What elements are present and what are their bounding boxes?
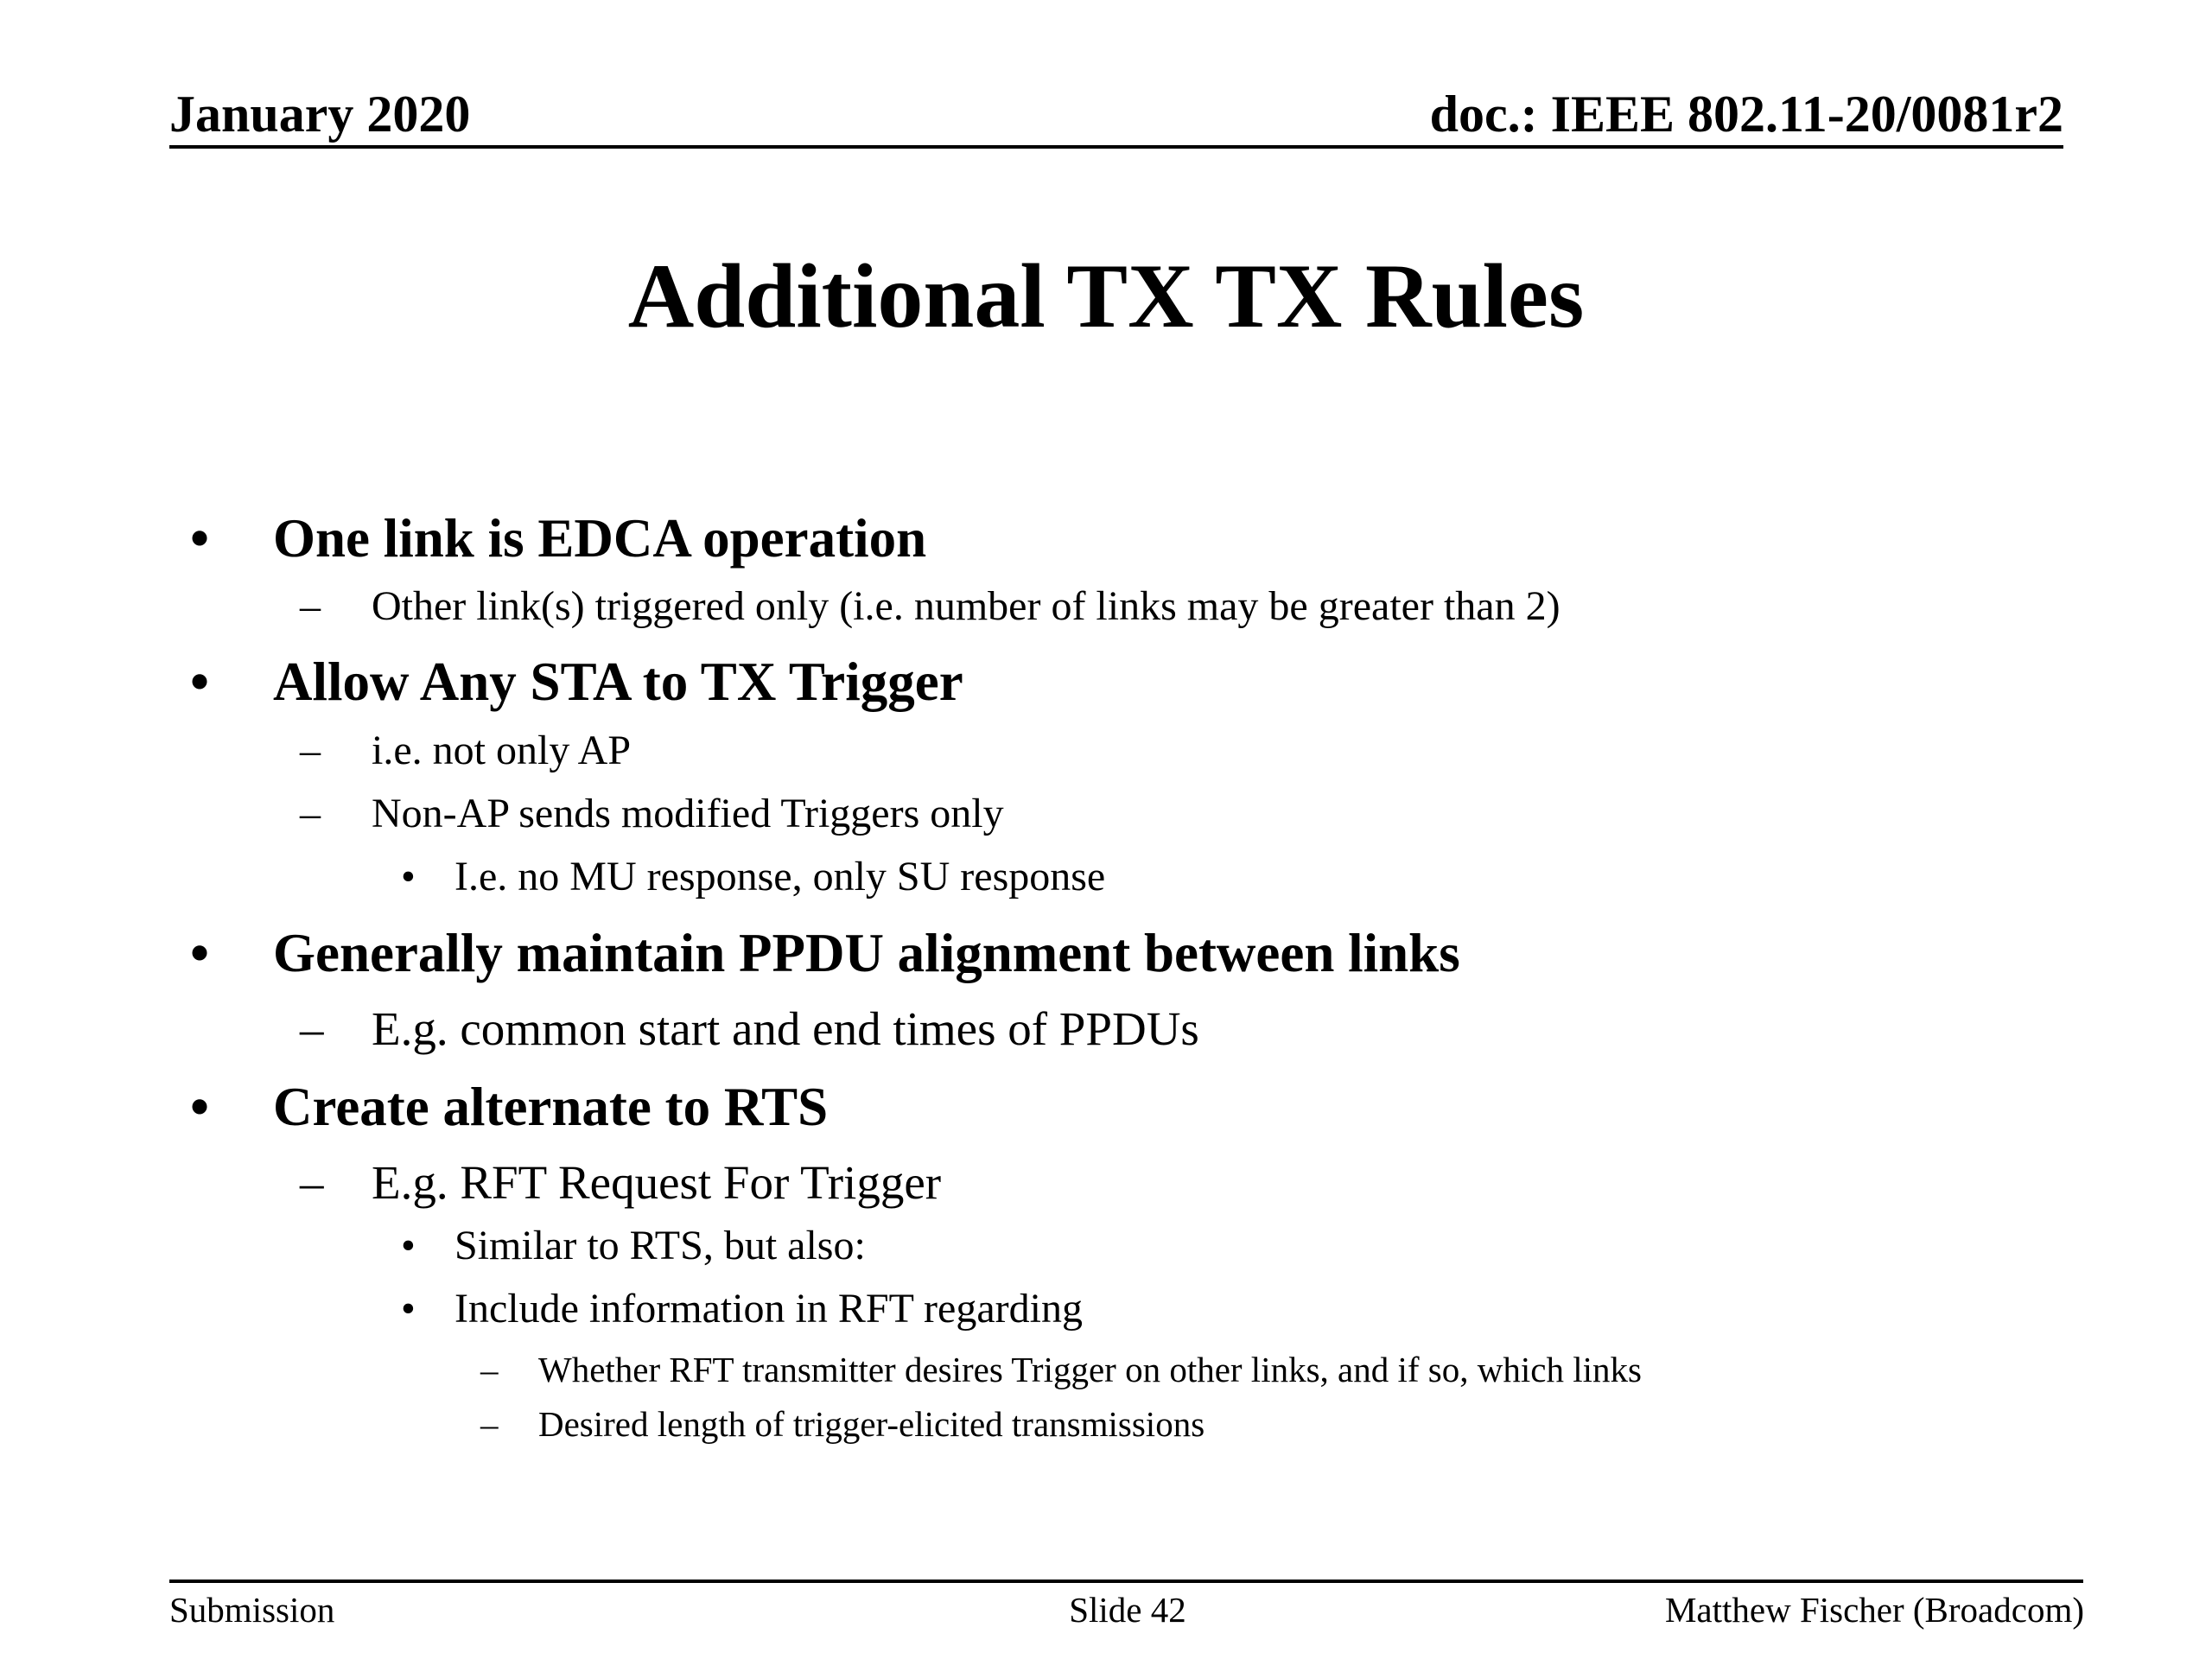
dash-marker: –: [300, 583, 321, 629]
dash-marker: –: [300, 1156, 324, 1209]
header-divider: [169, 145, 2063, 149]
dash-marker: –: [300, 791, 321, 836]
sub-bullet-text: E.g. RFT Request For Trigger: [372, 1156, 942, 1209]
footer-author: Matthew Fischer (Broadcom): [1664, 1590, 2084, 1630]
dash-marker: –: [480, 1350, 499, 1389]
footer-slide-number: Slide 42: [1069, 1590, 1186, 1630]
header-doc-id: doc.: IEEE 802.11-20/0081r2: [1429, 86, 2063, 143]
sub-bullet-text: E.g. common start and end times of PPDUs: [372, 1002, 1199, 1055]
bullet-marker: •: [190, 923, 210, 983]
bullet-marker: •: [190, 508, 210, 569]
footer-submission: Submission: [169, 1590, 335, 1630]
level4-text: Whether RFT transmitter desires Trigger on other links, and if so, which links: [538, 1350, 1642, 1389]
sub-sub-bullet-text: Similar to RTS, but also:: [454, 1223, 866, 1268]
footer-divider: [169, 1580, 2083, 1583]
bullet-text: One link is EDCA operation: [273, 508, 927, 569]
bullet-marker: •: [190, 652, 210, 712]
slide-title: Additional TX TX Rules: [627, 245, 1585, 346]
bullet-marker: •: [401, 1286, 416, 1332]
header-date: January 2020: [169, 86, 471, 143]
bullet-text: Create alternate to RTS: [273, 1077, 829, 1137]
bullet-marker: •: [401, 1223, 416, 1268]
bullet-marker: •: [190, 1077, 210, 1137]
dash-marker: –: [480, 1404, 499, 1444]
sub-sub-bullet-text: I.e. no MU response, only SU response: [454, 854, 1106, 899]
bullet-text: Allow Any STA to TX Trigger: [273, 652, 963, 712]
level4-text: Desired length of trigger-elicited transmissions: [538, 1404, 1205, 1444]
sub-bullet-text: Non-AP sends modified Triggers only: [372, 791, 1004, 836]
dash-marker: –: [300, 728, 321, 773]
bullet-text: Generally maintain PPDU alignment between links: [273, 923, 1460, 983]
sub-bullet-text: i.e. not only AP: [372, 728, 632, 773]
sub-sub-bullet-text: Include information in RFT regarding: [454, 1286, 1083, 1332]
bullet-marker: •: [401, 854, 416, 899]
sub-bullet-text: Other link(s) triggered only (i.e. number of links may be greater than 2): [372, 583, 1560, 629]
dash-marker: –: [300, 1002, 324, 1055]
